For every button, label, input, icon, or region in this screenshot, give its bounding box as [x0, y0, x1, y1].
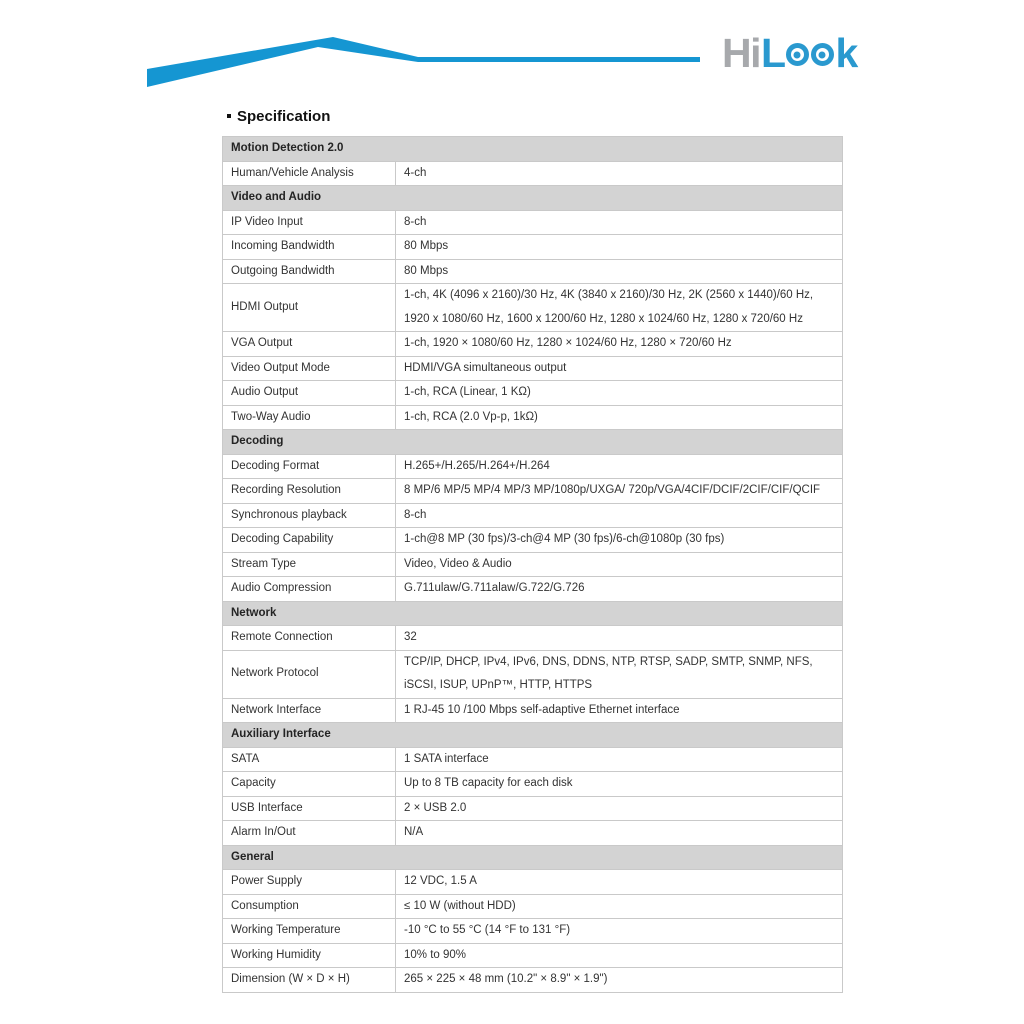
spec-row [223, 772, 843, 797]
spec-row [223, 943, 843, 968]
spec-label: Synchronous playback [223, 503, 396, 528]
section-header: Network [223, 601, 843, 626]
spec-row [223, 332, 843, 357]
spec-value: 1-ch, 4K (4096 x 2160)/30 Hz, 4K (3840 x 2160)/30 Hz, 2K (2560 x 1440)/60 Hz, 1920 x 1080/60 Hz, 1600 x 1200/60 Hz, 1280 x 1024/60 Hz, 1280 x 720/60 Hz [396, 284, 843, 332]
eye-icon [786, 43, 809, 66]
spec-row [223, 503, 843, 528]
spec-label: Decoding Capability [223, 528, 396, 553]
spec-label: Dimension (W × D × H) [223, 968, 396, 993]
spec-label: Audio Compression [223, 577, 396, 602]
spec-row [223, 210, 843, 235]
spec-row [223, 968, 843, 993]
specification-table [222, 136, 843, 993]
spec-label: Remote Connection [223, 626, 396, 651]
bullet-icon [227, 114, 231, 118]
spec-row [223, 577, 843, 602]
logo-text-hi: Hi [722, 30, 760, 76]
spec-row [223, 894, 843, 919]
spec-value: 4-ch [396, 161, 843, 186]
spec-row [223, 821, 843, 846]
section-header-row [223, 137, 843, 162]
section-header: Video and Audio [223, 186, 843, 211]
spec-label: Stream Type [223, 552, 396, 577]
spec-label: Power Supply [223, 870, 396, 895]
section-header: General [223, 845, 843, 870]
spec-label: Working Humidity [223, 943, 396, 968]
spec-value: 8 MP/6 MP/5 MP/4 MP/3 MP/1080p/UXGA/ 720p/VGA/4CIF/DCIF/2CIF/CIF/QCIF [396, 479, 843, 504]
spec-value: 12 VDC, 1.5 A [396, 870, 843, 895]
spec-label: Consumption [223, 894, 396, 919]
spec-value: ≤ 10 W (without HDD) [396, 894, 843, 919]
section-header: Motion Detection 2.0 [223, 137, 843, 162]
specification-heading [227, 108, 330, 125]
spec-row [223, 161, 843, 186]
spec-value: G.711ulaw/G.711alaw/G.722/G.726 [396, 577, 843, 602]
spec-label: Capacity [223, 772, 396, 797]
spec-row [223, 356, 843, 381]
section-header-row [223, 601, 843, 626]
spec-value: TCP/IP, DHCP, IPv4, IPv6, DNS, DDNS, NTP, RTSP, SADP, SMTP, SNMP, NFS, iSCSI, ISUP, UPnP™, HTTP, HTTPS [396, 650, 843, 698]
spec-value: Up to 8 TB capacity for each disk [396, 772, 843, 797]
spec-row [223, 626, 843, 651]
spec-value: -10 °C to 55 °C (14 °F to 131 °F) [396, 919, 843, 944]
spec-row [223, 698, 843, 723]
spec-label: Working Temperature [223, 919, 396, 944]
spec-label: Decoding Format [223, 454, 396, 479]
spec-value: 1-ch, RCA (2.0 Vp-p, 1kΩ) [396, 405, 843, 430]
hilook-logo [722, 30, 857, 74]
spec-label: Recording Resolution [223, 479, 396, 504]
spec-row [223, 454, 843, 479]
section-header-row [223, 186, 843, 211]
spec-value: 8-ch [396, 503, 843, 528]
section-header: Decoding [223, 430, 843, 455]
spec-value: 1-ch@8 MP (30 fps)/3-ch@4 MP (30 fps)/6-ch@1080p (30 fps) [396, 528, 843, 553]
spec-value: 1-ch, RCA (Linear, 1 KΩ) [396, 381, 843, 406]
spec-row [223, 870, 843, 895]
spec-value: 2 × USB 2.0 [396, 796, 843, 821]
spec-value: 32 [396, 626, 843, 651]
spec-value: 8-ch [396, 210, 843, 235]
eye-pupil-icon [819, 51, 826, 58]
spec-label: Incoming Bandwidth [223, 235, 396, 260]
spec-value: 80 Mbps [396, 235, 843, 260]
spec-row [223, 284, 843, 332]
spec-label: HDMI Output [223, 284, 396, 332]
spec-row [223, 405, 843, 430]
spec-label: Alarm In/Out [223, 821, 396, 846]
spec-label: Video Output Mode [223, 356, 396, 381]
spec-row [223, 528, 843, 553]
specification-heading-text: Specification [237, 108, 331, 125]
spec-row [223, 747, 843, 772]
spec-value: 265 × 225 × 48 mm (10.2" × 8.9" × 1.9") [396, 968, 843, 993]
spec-value: 1 SATA interface [396, 747, 843, 772]
section-header-row [223, 723, 843, 748]
spec-value: Video, Video & Audio [396, 552, 843, 577]
spec-row [223, 919, 843, 944]
spec-value: 80 Mbps [396, 259, 843, 284]
section-header: Auxiliary Interface [223, 723, 843, 748]
spec-label: Network Interface [223, 698, 396, 723]
spec-label: Network Protocol [223, 650, 396, 698]
spec-row [223, 552, 843, 577]
spec-value: 1-ch, 1920 × 1080/60 Hz, 1280 × 1024/60 Hz, 1280 × 720/60 Hz [396, 332, 843, 357]
spec-label: Audio Output [223, 381, 396, 406]
eye-icon [811, 43, 834, 66]
spec-value: 10% to 90% [396, 943, 843, 968]
spec-row [223, 796, 843, 821]
spec-value: HDMI/VGA simultaneous output [396, 356, 843, 381]
spec-value: N/A [396, 821, 843, 846]
spec-value: H.265+/H.265/H.264+/H.264 [396, 454, 843, 479]
spec-label: Outgoing Bandwidth [223, 259, 396, 284]
spec-row [223, 650, 843, 698]
spec-label: USB Interface [223, 796, 396, 821]
spec-value: 1 RJ-45 10 /100 Mbps self-adaptive Ethernet interface [396, 698, 843, 723]
section-header-row [223, 430, 843, 455]
spec-label: IP Video Input [223, 210, 396, 235]
logo-text-l: L [761, 30, 785, 76]
brand-swoosh-graphic [145, 33, 705, 90]
eye-pupil-icon [794, 51, 801, 58]
spec-row [223, 259, 843, 284]
spec-label: VGA Output [223, 332, 396, 357]
spec-row [223, 479, 843, 504]
spec-label: SATA [223, 747, 396, 772]
spec-row [223, 235, 843, 260]
spec-row [223, 381, 843, 406]
logo-text-k: k [835, 30, 857, 76]
spec-label: Human/Vehicle Analysis [223, 161, 396, 186]
section-header-row [223, 845, 843, 870]
spec-label: Two-Way Audio [223, 405, 396, 430]
